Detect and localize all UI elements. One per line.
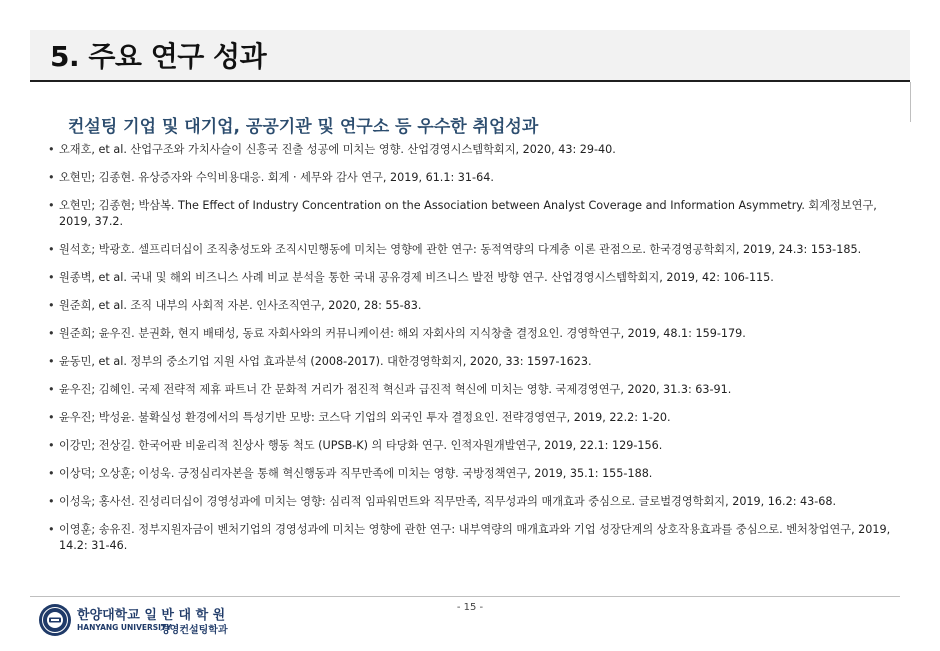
footer-divider [30,596,900,597]
reference-item: • 이성욱; 홍사선. 진성리더십이 경영성과에 미치는 영향: 심리적 임파워먼트와 직무만족, 직무성과의 매개효과 중심으로. 글로벌경영학회지, 2019, 16.2: 43-68. [48,494,898,510]
reference-list [48,142,898,566]
reference-item: • 이강민; 전상길. 한국어판 비윤리적 친상사 행동 척도 (UPSB-K) 의 타당화 연구. 인적자원개발연구, 2019, 22.1: 129-156. [48,438,898,454]
university-seal-icon [38,603,72,637]
reference-item: • 오현민; 김종현. 유상증자와 수익비용대응. 회계 · 세무와 감사 연구, 2019, 61.1: 31-64. [48,170,898,186]
university-name: 한양대학교 일 반 대 학 원 [77,608,226,623]
department-name: 경영컨설팅학과 [160,625,228,636]
reference-item: • 원준희; 윤우진. 분권화, 현지 배태성, 동료 자회사와의 커뮤니케이션: 해외 자회사의 지식창출 결정요인. 경영학연구, 2019, 48.1: 159-179. [48,326,898,342]
reference-item: • 오현민; 김종현; 박삼복. The Effect of Industry Concentration on the Association between Analyst Coverage and Information Asymmetry. 회계정보연구, 2019, 37.2. [48,198,898,230]
page-number: - 15 - [456,602,484,613]
reference-item: • 윤우진; 김혜인. 국제 전략적 제휴 파트너 간 문화적 거리가 점진적 혁신과 급진적 혁신에 미치는 영향. 국제경영연구, 2020, 31.3: 63-91. [48,382,898,398]
reference-item: • 원석호; 박광호. 셀프리더십이 조직충성도와 조직시민행동에 미치는 영향에 관한 연구: 동적역량의 다계층 이론 관점으로. 한국경영공학회지, 2019, 24.3: 153-185. [48,242,898,258]
title-underline [30,80,910,82]
page-title: 5. 주요 연구 성과 [50,40,267,73]
reference-item: • 윤동민, et al. 정부의 중소기업 지원 사업 효과분석 (2008-2017). 대한경영학회지, 2020, 33: 1597-1623. [48,354,898,370]
side-divider [910,82,911,122]
reference-item: • 이영훈; 송유진. 정부지원자금이 벤처기업의 경영성과에 미치는 영향에 관한 연구: 내부역량의 매개효과와 기업 성장단계의 상호작용효과를 중심으로. 벤처창업연구, 2019, 14.2: 31-46. [48,522,898,554]
reference-item: • 원종벽, et al. 국내 및 해외 비즈니스 사례 비교 분석을 통한 국내 공유경제 비즈니스 발전 방향 연구. 산업경영시스템학회지, 2019, 42: 106-115. [48,270,898,286]
section-subtitle: 컨설팅 기업 및 대기업, 공공기관 및 연구소 등 우수한 취업성과 [68,117,539,137]
reference-item: • 이상덕; 오상훈; 이성욱. 긍정심리자본을 통해 혁신행동과 직무만족에 미치는 영향. 국방정책연구, 2019, 35.1: 155-188. [48,466,898,482]
university-english-name: HANYANG UNIVERSITY [77,623,172,632]
reference-item: • 원준희, et al. 조직 내부의 사회적 자본. 인사조직연구, 2020, 28: 55-83. [48,298,898,314]
title-bar [30,30,910,82]
reference-item: • 윤우진; 박성윤. 불확실성 환경에서의 특성기반 모방: 코스닥 기업의 외국인 투자 결정요인. 전략경영연구, 2019, 22.2: 1-20. [48,410,898,426]
reference-item: • 오재호, et al. 산업구조와 가치사슬이 신흥국 진출 성공에 미치는 영향. 산업경영시스템학회지, 2020, 43: 29-40. [48,142,898,158]
